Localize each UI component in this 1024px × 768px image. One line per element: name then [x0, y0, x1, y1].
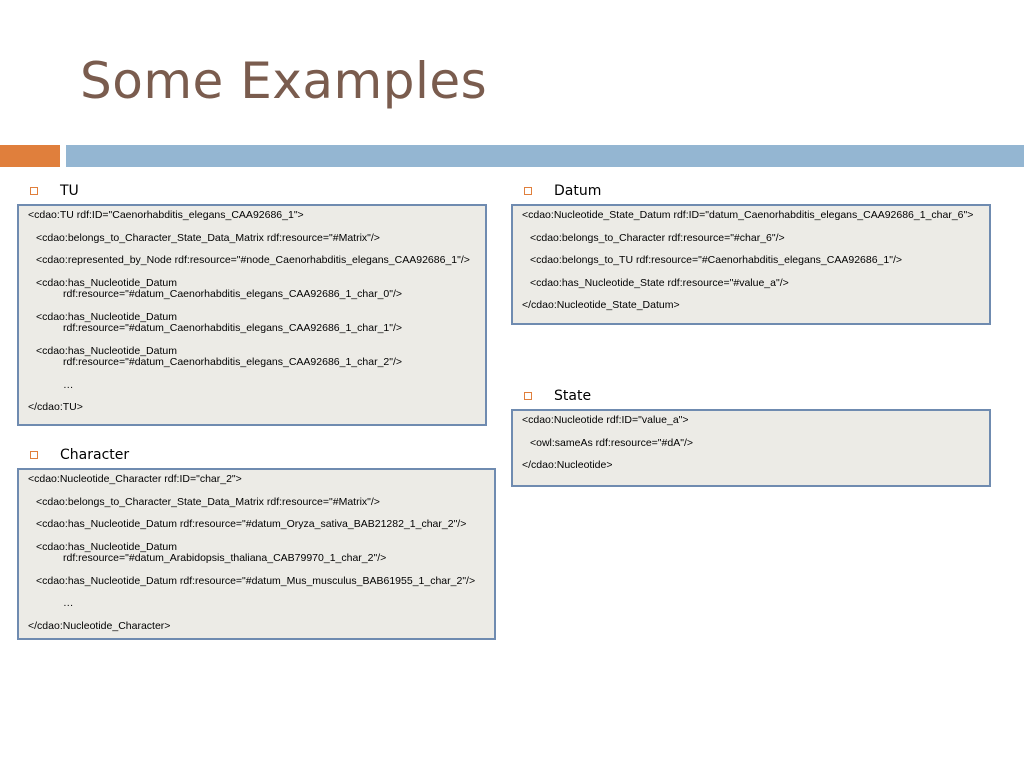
section-heading-label: Character	[60, 447, 130, 463]
code-line: <cdao:belongs_to_Character_State_Data_Matrix rdf:resource="#Matrix"/>	[36, 231, 380, 244]
code-line: <cdao:TU rdf:ID="Caenorhabditis_elegans_CAA92686_1">	[28, 209, 304, 221]
code-line: <cdao:has_Nucleotide_Datum	[36, 276, 177, 289]
square-bullet-icon	[30, 187, 38, 195]
code-line: rdf:resource="#datum_Caenorhabditis_elegans_CAA92686_1_char_0"/>	[63, 288, 403, 300]
accent-bar-orange	[0, 145, 60, 167]
code-line: </cdao:Nucleotide_Character>	[28, 619, 171, 632]
section-heading-label: State	[554, 388, 592, 404]
code-box-datum	[511, 204, 991, 325]
code-line: <cdao:belongs_to_Character rdf:resource="#char_6"/>	[530, 231, 785, 244]
code-line: <cdao:has_Nucleotide_Datum	[36, 540, 177, 553]
code-box-state	[511, 409, 991, 487]
section-heading-state	[520, 388, 591, 404]
code-line: <cdao:Nucleotide rdf:ID="value_a">	[522, 414, 689, 426]
square-bullet-icon	[30, 451, 38, 459]
code-line: </cdao:Nucleotide_State_Datum>	[522, 299, 680, 311]
code-line: <cdao:has_Nucleotide_Datum	[36, 310, 177, 323]
code-line: <cdao:has_Nucleotide_Datum	[36, 344, 177, 357]
code-line: rdf:resource="#datum_Arabidopsis_thaliana_CAB79970_1_char_2"/>	[63, 552, 387, 564]
section-heading-label: TU	[60, 183, 79, 199]
code-line: <cdao:has_Nucleotide_Datum rdf:resource="#datum_Oryza_sativa_BAB21282_1_char_2"/>	[36, 518, 467, 530]
code-line: …	[63, 597, 74, 609]
square-bullet-icon	[524, 187, 532, 195]
code-line: <cdao:belongs_to_Character_State_Data_Matrix rdf:resource="#Matrix"/>	[36, 495, 380, 508]
code-line: rdf:resource="#datum_Caenorhabditis_elegans_CAA92686_1_char_1"/>	[63, 322, 403, 334]
code-line: <cdao:represented_by_Node rdf:resource="#node_Caenorhabditis_elegans_CAA92686_1"/>	[36, 254, 470, 266]
code-line: </cdao:Nucleotide>	[522, 459, 613, 471]
code-line: <cdao:Nucleotide_Character rdf:ID="char_2">	[28, 473, 242, 485]
code-box-character	[17, 468, 496, 640]
code-line: </cdao:TU>	[28, 401, 83, 413]
code-line: <cdao:has_Nucleotide_Datum rdf:resource="#datum_Mus_musculus_BAB61955_1_char_2"/>	[36, 574, 476, 587]
section-heading-tu	[26, 183, 79, 199]
code-line: rdf:resource="#datum_Caenorhabditis_elegans_CAA92686_1_char_2"/>	[63, 356, 403, 368]
code-line: <owl:sameAs rdf:resource="#dA"/>	[530, 436, 693, 449]
code-line: <cdao:Nucleotide_State_Datum rdf:ID="datum_Caenorhabditis_elegans_CAA92686_1_char_6">	[522, 209, 974, 221]
code-line: …	[63, 378, 74, 391]
square-bullet-icon	[524, 392, 532, 400]
code-box-tu	[17, 204, 487, 426]
code-line: <cdao:has_Nucleotide_State rdf:resource="#value_a"/>	[530, 276, 789, 289]
accent-bar-blue	[66, 145, 1024, 167]
section-heading-label: Datum	[554, 183, 602, 199]
section-heading-character	[26, 447, 129, 463]
slide-title: Some Examples	[80, 52, 488, 110]
code-line: <cdao:belongs_to_TU rdf:resource="#Caenorhabditis_elegans_CAA92686_1"/>	[530, 254, 903, 266]
section-heading-datum	[520, 183, 601, 199]
